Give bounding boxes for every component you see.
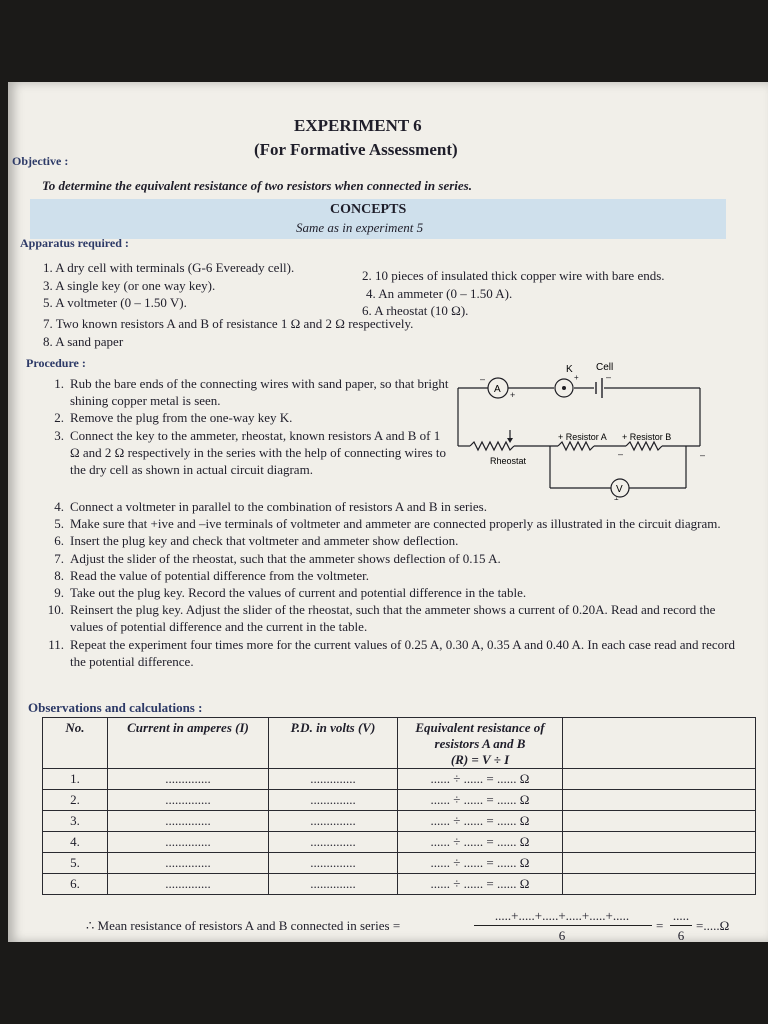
svg-text:+: + <box>510 390 516 400</box>
svg-text:–: – <box>618 449 624 459</box>
cell-resistance[interactable]: ...... ÷ ...... = ...... Ω <box>398 811 563 832</box>
key-label: K <box>566 364 573 375</box>
experiment-title: EXPERIMENT 6 <box>294 116 422 135</box>
mean-fraction-line-2 <box>670 925 692 926</box>
cell-blank <box>563 769 756 790</box>
list-item: 1. Rub the bare ends of the connecting wires with sand paper, so that bright shining copper metal is seen. <box>54 376 449 409</box>
cell-no: 5. <box>43 853 108 874</box>
resistor-b-label: + Resistor B <box>622 432 672 442</box>
ammeter-icon: A <box>494 384 501 395</box>
cell-current[interactable]: .............. <box>108 811 269 832</box>
concepts-text: Same as in experiment 5 <box>296 220 424 235</box>
cell-no: 3. <box>43 811 108 832</box>
observations-label: Observations and calculations : <box>28 700 203 715</box>
procedure-list-wrapped <box>35 375 449 478</box>
apparatus-list-bottom <box>43 315 413 350</box>
cell-blank <box>563 874 756 895</box>
list-item: 8. A sand paper <box>43 333 124 349</box>
cell-pd[interactable]: .............. <box>269 811 398 832</box>
list-item: 4. Connect a voltmeter in parallel to the combination of resistors A and B in series. <box>54 499 487 514</box>
cell-resistance[interactable]: ...... ÷ ...... = ...... Ω <box>398 832 563 853</box>
list-item: 11. Repeat the experiment four times more for the current values of 0.25 A, 0.30 A, 0.35 A and 0.40 A. In each case read and record the potential difference. <box>48 636 735 669</box>
cell-current[interactable]: .............. <box>108 853 269 874</box>
table-row <box>43 811 756 832</box>
cell-blank <box>563 853 756 874</box>
svg-text:+: + <box>614 495 619 500</box>
list-item: 7. Adjust the slider of the rheostat, such that the ammeter shows deflection of 0.15 A. <box>54 550 501 566</box>
rheostat-label: Rheostat <box>490 456 527 466</box>
textbook-page <box>8 82 768 942</box>
mean-numerator: .....+.....+.....+.....+.....+..... <box>494 908 630 923</box>
cell-blank <box>563 811 756 832</box>
cell-resistance[interactable]: ...... ÷ ...... = ...... Ω <box>398 769 563 790</box>
cell-current[interactable]: .............. <box>108 790 269 811</box>
cell-pd[interactable]: .............. <box>269 874 398 895</box>
mean-fraction-line <box>474 925 652 926</box>
table-row <box>43 874 756 895</box>
cell-pd[interactable]: .............. <box>269 790 398 811</box>
header-resistance: Equivalent resistance of resistors A and B (R) = V ÷ I <box>398 718 563 769</box>
cell-resistance[interactable]: ...... ÷ ...... = ...... Ω <box>398 790 563 811</box>
mean-numerator-2: ..... <box>672 908 690 923</box>
header-pd: P.D. in volts (V) <box>269 718 398 769</box>
mean-equals: = <box>656 918 664 933</box>
cell-pd[interactable]: .............. <box>269 832 398 853</box>
list-item: 1. A dry cell with terminals (G-6 Eveready cell). <box>43 260 295 275</box>
list-item: 6. A rheostat (10 Ω). <box>362 303 469 318</box>
header-no: No. <box>43 718 108 769</box>
resistor-a-label: + Resistor A <box>558 432 607 442</box>
cell-label: Cell <box>596 362 614 373</box>
procedure-label: Procedure : <box>26 356 86 370</box>
concepts-label: CONCEPTS <box>330 202 407 217</box>
cell-resistance[interactable]: ...... ÷ ...... = ...... Ω <box>398 874 563 895</box>
table-row <box>43 769 756 790</box>
svg-text:–: – <box>700 450 706 460</box>
cell-no: 4. <box>43 832 108 853</box>
voltmeter-icon: V <box>616 484 623 495</box>
apparatus-label: Apparatus required : <box>20 236 129 250</box>
cell-resistance[interactable]: ...... ÷ ...... = ...... Ω <box>398 853 563 874</box>
mean-result: =.....Ω <box>696 918 730 933</box>
list-item: 3. A single key (or one way key). <box>43 277 216 293</box>
mean-resistance-text: ∴ Mean resistance of resistors A and B connected in series = <box>86 918 401 933</box>
concepts-box <box>30 199 726 239</box>
list-item: 2. 10 pieces of insulated thick copper wire with bare ends. <box>362 268 665 283</box>
experiment-subtitle: (For Formative Assessment) <box>254 140 458 159</box>
cell-current[interactable]: .............. <box>108 769 269 790</box>
list-item: 8. Read the value of potential difference from the voltmeter. <box>54 567 370 583</box>
apparatus-list-right <box>362 267 665 320</box>
table-row <box>43 853 756 874</box>
cell-blank <box>563 832 756 853</box>
list-item: 7. Two known resistors A and B of resistance 1 Ω and 2 Ω respectively. <box>43 316 414 331</box>
cell-current[interactable]: .............. <box>108 874 269 895</box>
list-item: 6. Insert the plug key and check that voltmeter and ammeter show deflection. <box>54 533 459 549</box>
table-row <box>43 832 756 853</box>
list-item: 4. An ammeter (0 – 1.50 A). <box>366 285 513 301</box>
list-item: 5. A voltmeter (0 – 1.50 V). <box>43 295 187 310</box>
objective-label: Objective : <box>12 154 69 168</box>
svg-text:–: – <box>606 372 612 382</box>
cell-pd[interactable]: .............. <box>269 853 398 874</box>
objective-text: To determine the equivalent resistance of two resistors when connected in series. <box>42 178 472 193</box>
svg-text:+: + <box>574 373 579 382</box>
list-item: 5. Make sure that +ive and –ive terminals of voltmeter and ammeter are connected properly as illustrated in the circuit diagram. <box>54 516 721 532</box>
list-item: 10. Reinsert the plug key. Adjust the slider of the rheostat, such that the ammeter shows a current of 0.20A. Read and record the values of potential difference and the current in the table. <box>47 602 716 635</box>
cell-no: 2. <box>43 790 108 811</box>
observations-table <box>42 717 756 895</box>
mean-denominator: 6 <box>558 928 566 943</box>
list-item: 9. Take out the plug key. Record the values of current and potential difference in the table. <box>54 585 527 601</box>
cell-pd[interactable]: .............. <box>269 769 398 790</box>
cell-no: 6. <box>43 874 108 895</box>
procedure-list-full <box>35 498 745 670</box>
header-current: Current in amperes (I) <box>108 718 269 769</box>
cell-no: 1. <box>43 769 108 790</box>
cell-current[interactable]: .............. <box>108 832 269 853</box>
list-item: 2. Remove the plug from the one-way key K. <box>54 410 293 426</box>
header-blank <box>563 718 756 769</box>
list-item: 3. Connect the key to the ammeter, rheostat, known resistors A and B of 1 Ω and 2 Ω respectively in the series with the help of connecting wires to the dry cell as shown in actual circuit diagram. <box>54 427 446 478</box>
apparatus-list-left <box>43 259 294 312</box>
table-header-row <box>43 718 756 769</box>
svg-text:–: – <box>480 374 486 384</box>
cell-blank <box>563 790 756 811</box>
circuit-diagram <box>450 360 720 500</box>
mean-denominator-2: 6 <box>677 928 685 943</box>
table-row <box>43 790 756 811</box>
